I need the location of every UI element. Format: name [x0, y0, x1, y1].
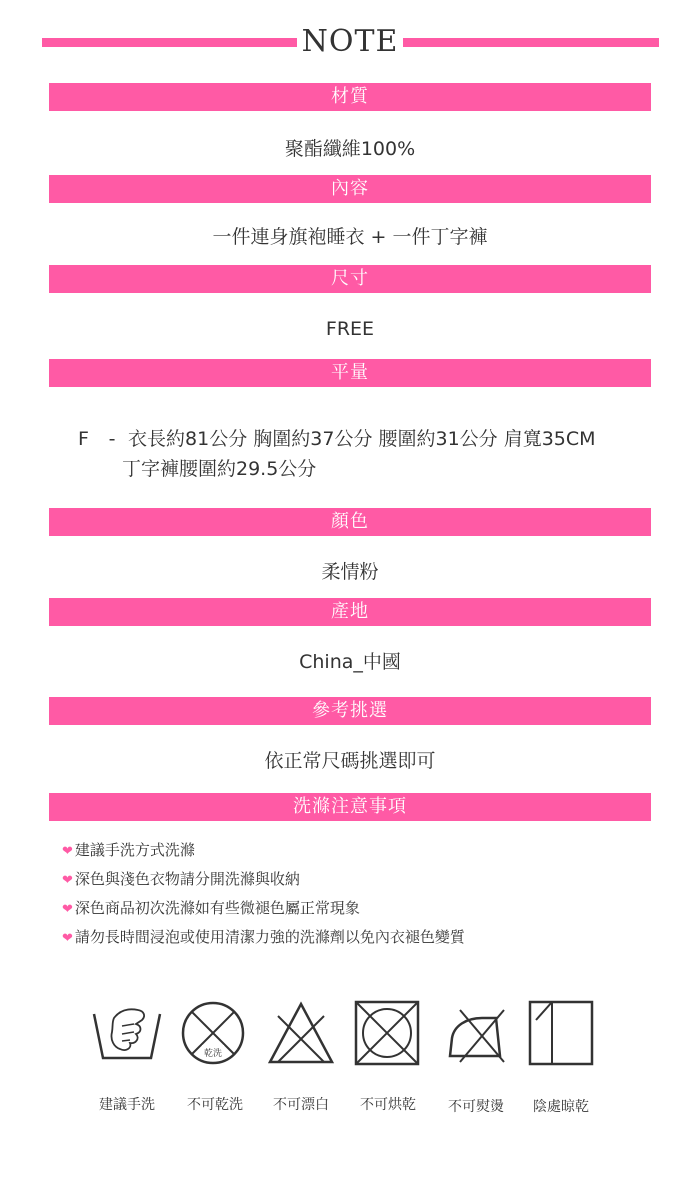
measurement-line-1: 衣長約81公分 胸圍約37公分 腰圍約31公分 肩寬35CM	[128, 428, 596, 450]
care-label-shade-dry: 陰處晾乾	[533, 1099, 589, 1115]
page-title: NOTE	[301, 24, 399, 59]
title-divider-right	[403, 38, 659, 47]
care-label-hand-wash: 建議手洗	[99, 1097, 155, 1113]
washing-notes	[62, 836, 465, 952]
washing-note-text: 深色商品初次洗滌如有些微褪色屬正常現象	[74, 899, 360, 917]
washing-note	[62, 865, 465, 894]
heart-icon: ❤	[62, 844, 73, 859]
no-iron-icon	[440, 998, 510, 1068]
origin-heading: 產地	[49, 598, 651, 626]
washing-note	[62, 923, 465, 952]
washing-heading: 洗滌注意事項	[49, 793, 651, 821]
no-tumble-dry-icon	[352, 998, 422, 1068]
no-bleach-icon	[266, 998, 336, 1068]
measurement-size: F	[78, 428, 89, 450]
washing-note	[62, 836, 465, 865]
washing-note-text: 請勿長時間浸泡或使用清潔力強的洗滌劑以免內衣褪色變質	[74, 928, 465, 946]
size-value: FREE	[325, 318, 375, 340]
origin-value: China_中國	[299, 651, 401, 673]
fit-heading: 參考挑選	[49, 697, 651, 725]
material-heading: 材質	[49, 83, 651, 111]
heart-icon: ❤	[62, 873, 73, 888]
material-value: 聚酯纖維100%	[284, 138, 416, 160]
color-heading: 顏色	[49, 508, 651, 536]
measurement-dash: -	[108, 428, 116, 450]
note-header	[0, 22, 700, 62]
fit-value: 依正常尺碼挑選即可	[264, 750, 436, 772]
care-label-no-bleach: 不可漂白	[273, 1097, 329, 1113]
washing-note	[62, 894, 465, 923]
care-label-no-dry-clean: 不可乾洗	[187, 1097, 243, 1113]
dry-clean-text: 乾洗	[203, 1049, 223, 1059]
washing-note-text: 建議手洗方式洗滌	[74, 841, 195, 859]
no-dry-clean-icon	[178, 998, 248, 1068]
care-label-no-tumble-dry: 不可烘乾	[360, 1097, 416, 1113]
heart-icon: ❤	[62, 902, 73, 917]
contents-heading: 內容	[49, 175, 651, 203]
title-divider-left	[42, 38, 297, 47]
care-label-no-iron: 不可熨燙	[448, 1099, 504, 1115]
size-heading: 尺寸	[49, 265, 651, 293]
washing-note-text: 深色與淺色衣物請分開洗滌與收納	[74, 870, 300, 888]
heart-icon: ❤	[62, 931, 73, 946]
measurements-heading: 平量	[49, 359, 651, 387]
shade-dry-icon	[526, 998, 596, 1068]
contents-value: 一件連身旗袍睡衣 + 一件丁字褲	[212, 226, 488, 248]
measurements-block	[78, 424, 596, 484]
color-value: 柔情粉	[321, 561, 379, 583]
hand-wash-icon	[92, 998, 162, 1068]
measurement-line-2: 丁字褲腰圍約29.5公分	[122, 458, 317, 480]
